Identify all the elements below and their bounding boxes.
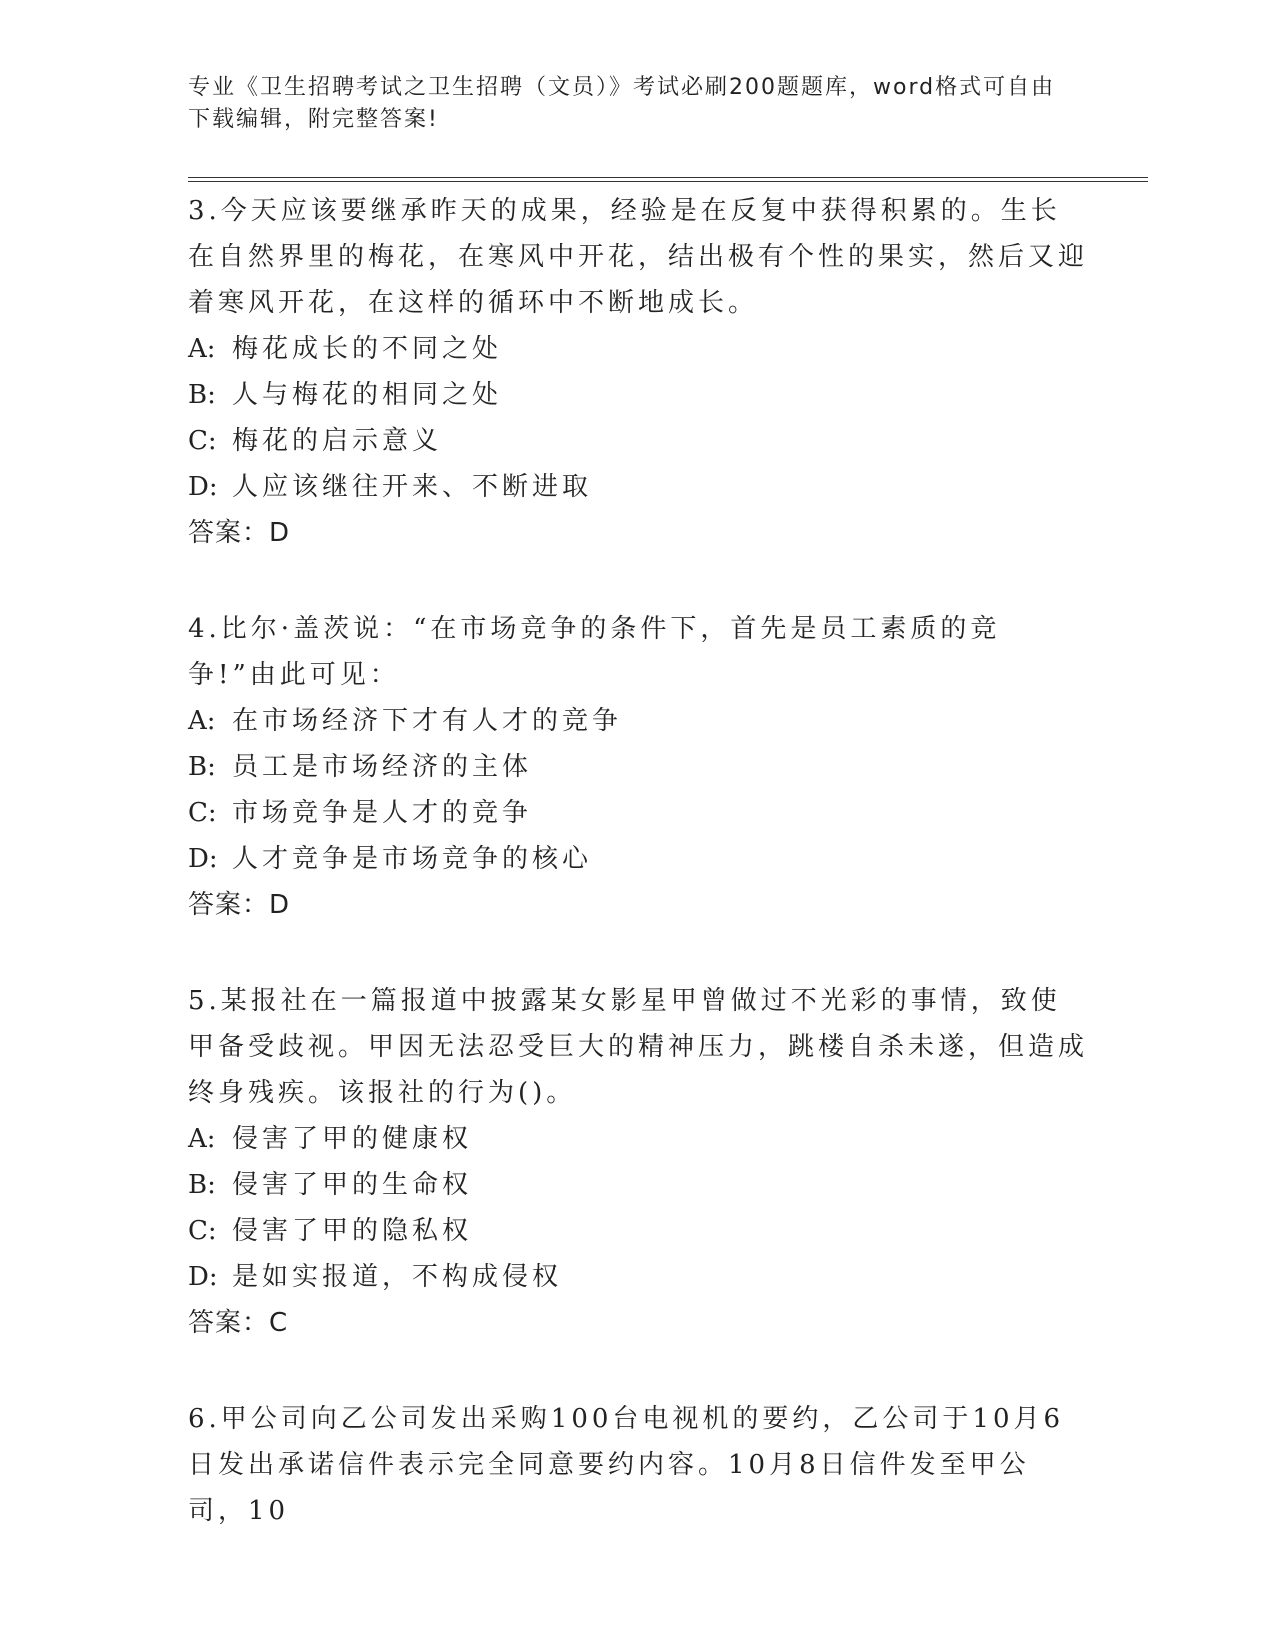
option-key: B: xyxy=(188,752,216,782)
question-item xyxy=(188,978,1088,1346)
option-c xyxy=(188,1208,1088,1254)
question-list xyxy=(188,188,1088,1584)
option-key: D: xyxy=(188,1262,218,1292)
option-a xyxy=(188,698,1088,744)
option-key: D: xyxy=(188,472,218,502)
option-d xyxy=(188,1254,1088,1300)
option-b xyxy=(188,1162,1088,1208)
question-stem: 4.比尔·盖茨说：“在市场竞争的条件下，首先是员工素质的竞争!”由此可见： xyxy=(188,614,1001,690)
document-header: 专业《卫生招聘考试之卫生招聘（文员）》考试必刷200题题库，word格式可自由下载编辑，附完整答案! xyxy=(188,75,1056,132)
option-text: 在市场经济下才有人才的竞争 xyxy=(232,706,623,736)
option-c xyxy=(188,418,1088,464)
question-item xyxy=(188,1396,1088,1534)
option-text: 员工是市场经济的主体 xyxy=(232,752,533,782)
option-d xyxy=(188,464,1088,510)
answer-line: 答案：C xyxy=(188,1308,289,1338)
option-text: 梅花成长的不同之处 xyxy=(232,334,503,364)
option-text: 人应该继往开来、不断进取 xyxy=(232,472,593,502)
option-a xyxy=(188,326,1088,372)
option-key: C: xyxy=(188,1216,217,1246)
option-key: A: xyxy=(188,1124,216,1154)
option-text: 侵害了甲的隐私权 xyxy=(232,1216,473,1246)
option-c xyxy=(188,790,1088,836)
option-key: A: xyxy=(188,706,216,736)
option-b xyxy=(188,744,1088,790)
option-text: 侵害了甲的生命权 xyxy=(232,1170,473,1200)
option-key: D: xyxy=(188,844,218,874)
option-key: C: xyxy=(188,426,217,456)
header-double-rule xyxy=(188,177,1148,182)
option-b xyxy=(188,372,1088,418)
option-key: B: xyxy=(188,380,216,410)
question-item xyxy=(188,188,1088,556)
option-key: C: xyxy=(188,798,217,828)
question-stem: 5.某报社在一篇报道中披露某女影星甲曾做过不光彩的事情，致使甲备受歧视。甲因无法忍受巨大的精神压力，跳楼自杀未遂，但造成终身残疾。该报社的行为()。 xyxy=(188,986,1089,1108)
answer-line: 答案：D xyxy=(188,518,291,548)
question-stem: 3.今天应该要继承昨天的成果，经验是在反复中获得积累的。生长在自然界里的梅花，在寒风中开花，结出极有个性的果实，然后又迎着寒风开花，在这样的循环中不断地成长。 xyxy=(188,196,1089,318)
option-text: 人与梅花的相同之处 xyxy=(232,380,503,410)
option-d xyxy=(188,836,1088,882)
question-stem: 6.甲公司向乙公司发出采购100台电视机的要约，乙公司于10月6日发出承诺信件表示完全同意要约内容。10月8日信件发至甲公司，10 xyxy=(188,1404,1065,1526)
option-text: 人才竞争是市场竞争的核心 xyxy=(232,844,593,874)
option-text: 梅花的启示意义 xyxy=(232,426,443,456)
option-a xyxy=(188,1116,1088,1162)
answer-line: 答案：D xyxy=(188,890,291,920)
question-item xyxy=(188,606,1088,928)
option-key: A: xyxy=(188,334,216,364)
option-key: B: xyxy=(188,1170,216,1200)
option-text: 是如实报道，不构成侵权 xyxy=(232,1262,563,1292)
option-text: 侵害了甲的健康权 xyxy=(232,1124,473,1154)
option-text: 市场竞争是人才的竞争 xyxy=(232,798,533,828)
